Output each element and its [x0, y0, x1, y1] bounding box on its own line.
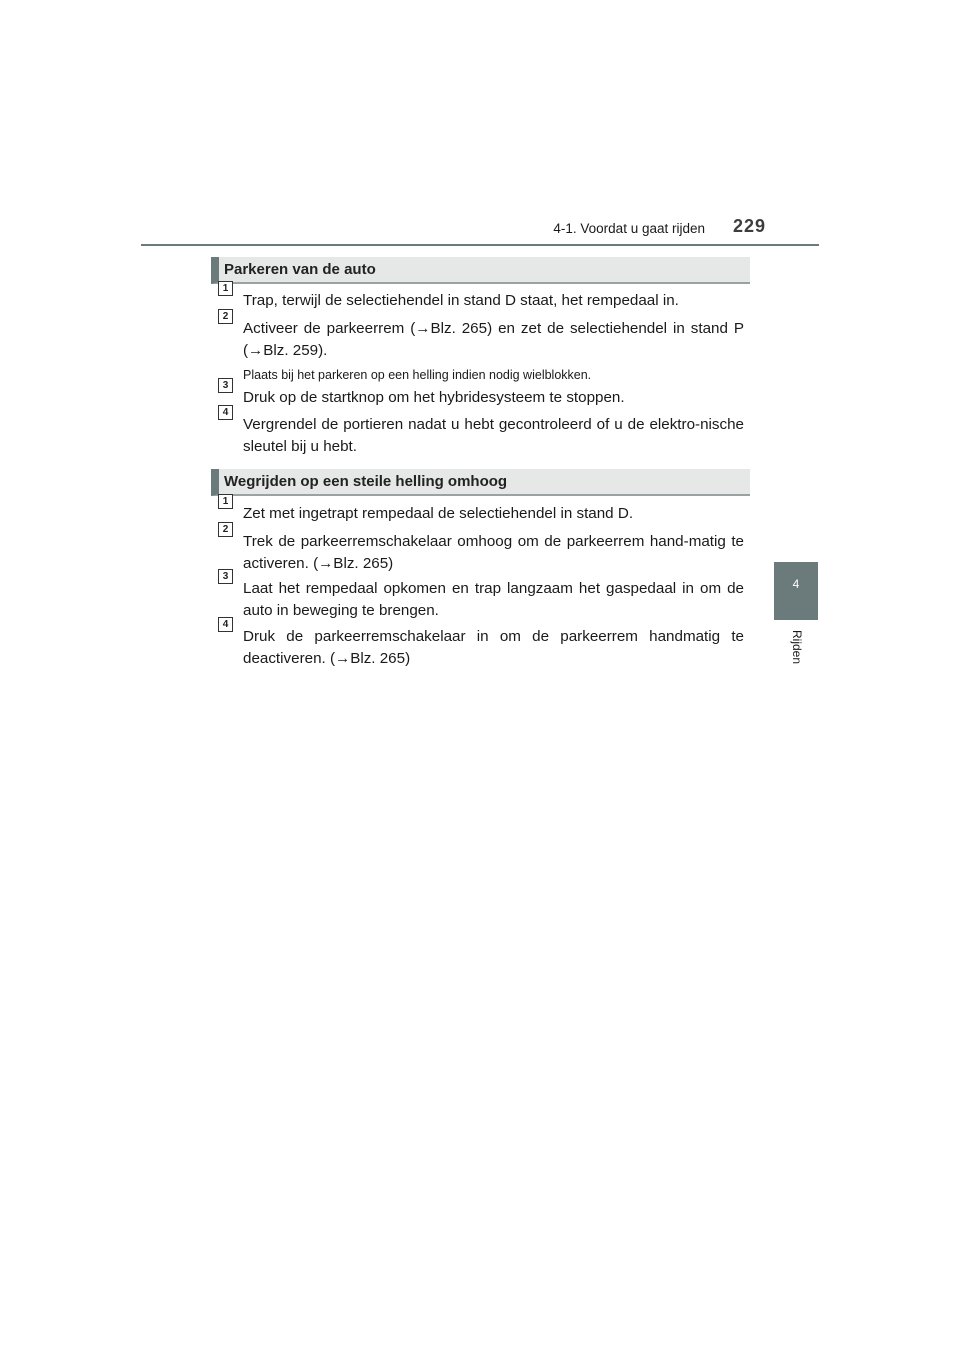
header-divider: [141, 244, 819, 246]
header-section-title: 4-1. Voordat u gaat rijden: [553, 221, 705, 236]
step-item: [222, 311, 744, 362]
step-item: [222, 283, 744, 312]
step-text: Activeer de parkeerrem (→Blz. 265) en zet de selectiehendel in stand P (→Blz. 259).: [243, 320, 744, 359]
step-text: Vergrendel de portieren nadat u hebt gecontroleerd of u de elektro-nische sleutel bij u hebt.: [243, 416, 744, 455]
step-text: Zet met ingetrapt rempedaal de selectiehendel in stand D.: [243, 505, 634, 522]
step-number-badge: 4: [218, 617, 233, 632]
step-number-badge: 1: [218, 281, 233, 296]
step-number-badge: 3: [218, 378, 233, 393]
section-title-hill-start: Wegrijden op een steile helling omhoog: [211, 469, 750, 496]
step-text: Trap, terwijl de selectiehendel in stand D staat, het rempedaal in.: [243, 292, 679, 309]
step-number-badge: 4: [218, 405, 233, 420]
step-item: [222, 524, 744, 575]
step-number-badge: 1: [218, 494, 233, 509]
step-number-badge: 2: [218, 309, 233, 324]
step-text: Trek de parkeerremschakelaar omhoog om de parkeerrem hand-matig te activeren. (→Blz. 265): [243, 533, 744, 572]
step-number-badge: 3: [218, 569, 233, 584]
step-item: [222, 407, 744, 458]
section-title-parking: Parkeren van de auto: [211, 257, 750, 284]
page-number: 229: [733, 216, 767, 236]
parking-note: Plaats bij het parkeren op een helling indien nodig wielblokken.: [243, 368, 592, 382]
step-text: Druk de parkeerremschakelaar in om de parkeerrem handmatig te deactiveren. (→Blz. 265): [243, 628, 744, 667]
step-text: Druk op de startknop om het hybridesysteem te stoppen.: [243, 389, 625, 406]
step-item: [222, 380, 744, 409]
chapter-label: Rijden: [790, 630, 804, 665]
step-item: [222, 619, 744, 670]
chapter-number: 4: [792, 577, 800, 591]
step-item: [222, 571, 744, 622]
step-text: Laat het rempedaal opkomen en trap langzaam het gaspedaal in om de auto in beweging te brengen.: [243, 580, 744, 619]
step-number-badge: 2: [218, 522, 233, 537]
step-item: [222, 496, 744, 525]
chapter-tab: [774, 562, 818, 620]
